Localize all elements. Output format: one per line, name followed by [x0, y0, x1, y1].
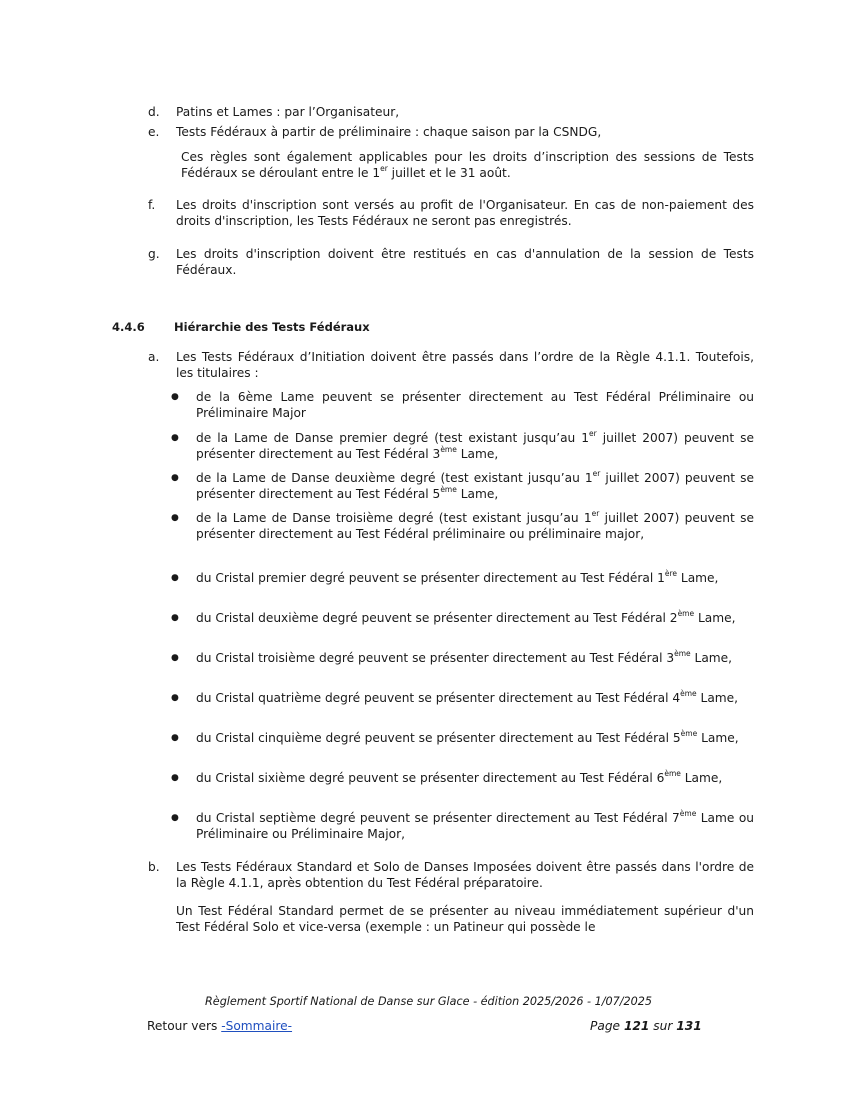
bullet-dot: ● [171, 613, 179, 623]
bullet-dot: ● [171, 773, 179, 783]
section-title: Hiérarchie des Tests Fédéraux [174, 320, 370, 334]
bullet-dot: ● [171, 473, 179, 483]
paragraph-b-note: Un Test Fédéral Standard permet de se présenter au niveau immédiatement supérieur d'un Test Fédéral Solo et vice-versa (exemple : un Patineur qui possède le [176, 904, 754, 934]
paragraph-e-note: Ces règles sont également applicables pour les droits d’inscription des sessions de Tests Fédéraux se déroulant entre le 1er juillet et le 31 août. [181, 150, 754, 180]
footer-back-link: Retour vers -Sommaire- [147, 1019, 293, 1033]
bullet-dot: ● [171, 693, 179, 703]
list-label-b: b. [148, 860, 160, 874]
list-label-g: g. [148, 247, 160, 261]
section-heading [112, 319, 370, 335]
list-item-g: Les droits d'inscription doivent être restitués en cas d'annulation de la session de Tests Fédéraux. [176, 247, 754, 277]
bullet-item: du Cristal sixième degré peuvent se présenter directement au Test Fédéral 6ème Lame, [196, 768, 723, 785]
bullet-dot: ● [171, 733, 179, 743]
footer-document-title: Règlement Sportif National de Danse sur Glace - édition 2025/2026 - 1/07/2025 [205, 995, 652, 1008]
bullet-item: de la Lame de Danse premier degré (test existant jusqu’au 1er juillet 2007) peuvent se présenter directement au Test Fédéral 3ème Lame, [196, 428, 754, 461]
bullet-item: de la 6ème Lame peuvent se présenter directement au Test Fédéral Préliminaire ou Préliminaire Major [196, 390, 754, 420]
list-item-f: Les droits d'inscription sont versés au profit de l'Organisateur. En cas de non-paiement des droits d'inscription, les Tests Fédéraux ne seront pas enregistrés. [176, 198, 754, 228]
bullet-item: du Cristal deuxième degré peuvent se présenter directement au Test Fédéral 2ème Lame, [196, 608, 736, 625]
bullet-dot: ● [171, 573, 179, 583]
list-label-a: a. [148, 350, 160, 364]
bullet-item: de la Lame de Danse deuxième degré (test existant jusqu’au 1er juillet 2007) peuvent se présenter directement au Test Fédéral 5ème Lame, [196, 468, 754, 501]
bullet-dot: ● [171, 513, 179, 523]
list-label-d: d. [148, 105, 160, 119]
bullet-item: du Cristal troisième degré peuvent se présenter directement au Test Fédéral 3ème Lame, [196, 648, 733, 665]
bullet-item: du Cristal cinquième degré peuvent se présenter directement au Test Fédéral 5ème Lame, [196, 728, 739, 745]
list-item-a: Les Tests Fédéraux d’Initiation doivent être passés dans l’ordre de la Règle 4.1.1. Toutefois, les titulaires : [176, 350, 754, 380]
bullet-item: du Cristal premier degré peuvent se présenter directement au Test Fédéral 1ère Lame, [196, 568, 719, 585]
bullet-item: de la Lame de Danse troisième degré (test existant jusqu’au 1er juillet 2007) peuvent se présenter directement au Test Fédéral préliminaire ou préliminaire major, [196, 508, 754, 541]
footer-page-number: Page 121 sur 131 [590, 1019, 702, 1033]
sommaire-link[interactable]: -Sommaire- [221, 1019, 293, 1033]
list-item-d: Patins et Lames : par l’Organisateur, [176, 105, 400, 119]
bullet-dot: ● [171, 392, 179, 402]
bullet-dot: ● [171, 813, 179, 823]
list-label-f: f. [148, 198, 156, 212]
list-label-e: e. [148, 125, 160, 139]
bullet-item: du Cristal septième degré peuvent se présenter directement au Test Fédéral 7ème Lame ou Préliminaire ou Préliminaire Major, [196, 808, 755, 841]
section-number: 4.4.6 [112, 320, 145, 334]
list-item-e: Tests Fédéraux à partir de préliminaire : chaque saison par la CSNDG, [176, 125, 602, 139]
bullet-dot: ● [171, 653, 179, 663]
bullet-dot: ● [171, 433, 179, 443]
list-item-b: Les Tests Fédéraux Standard et Solo de Danses Imposées doivent être passés dans l'ordre de la Règle 4.1.1, après obtention du Test Fédéral préparatoire. [176, 860, 754, 890]
bullet-item: du Cristal quatrième degré peuvent se présenter directement au Test Fédéral 4ème Lame, [196, 688, 739, 705]
